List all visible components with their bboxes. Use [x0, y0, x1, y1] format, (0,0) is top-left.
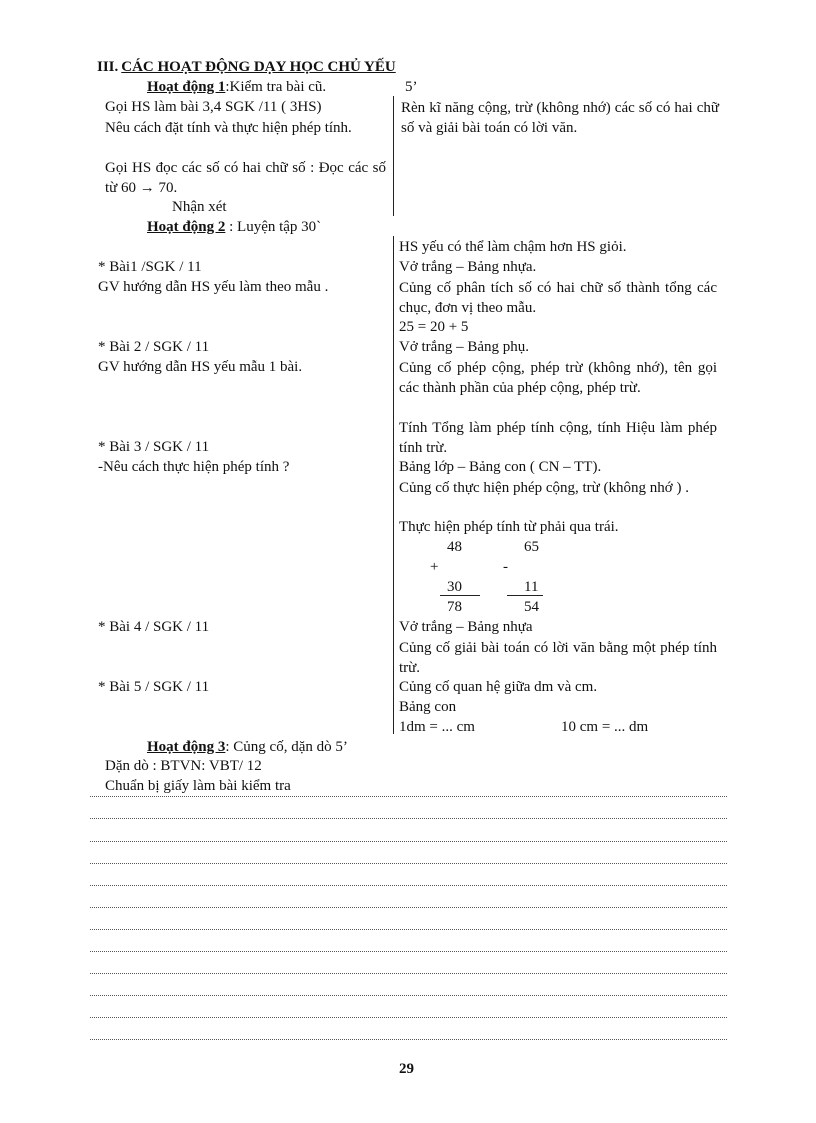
- activity1-left-2: Nêu cách đặt tính và thực hiện phép tính.: [105, 120, 352, 136]
- activity2-heading: [147, 218, 321, 236]
- bai4-right-2: Củng cố giải bài toán có lời văn bằng một phép tính trừ.: [399, 640, 717, 676]
- bai5-right-1: Củng cố quan hệ giữa dm và cm.: [399, 679, 598, 695]
- bai2-right-1: Vở trắng – Bảng phụ.: [399, 339, 529, 355]
- dotted-line: [90, 929, 727, 930]
- activity2-label: Hoạt động 2: [147, 219, 226, 235]
- sub-result: 54: [524, 599, 539, 615]
- bai4-right-1: Vở trắng – Bảng nhựa: [399, 619, 533, 635]
- section-number: III.: [97, 59, 119, 75]
- sub-bottom: 11: [524, 579, 539, 595]
- bai2-guide: GV hướng dẫn HS yếu mẫu 1 bài.: [98, 359, 303, 375]
- activity2-intro: HS yếu có thể làm chậm hơn HS giỏi.: [399, 239, 627, 255]
- bai2-title: * Bài 2 / SGK / 11: [98, 339, 210, 355]
- bai3-right-3: Thực hiện phép tính từ phải qua trái.: [399, 519, 619, 535]
- activity3-heading: [147, 738, 348, 756]
- dotted-line: [90, 863, 727, 864]
- activity1-label: Hoạt động 1: [147, 79, 226, 95]
- dotted-line: [90, 1017, 727, 1018]
- bai4-title: * Bài 4 / SGK / 11: [98, 619, 210, 635]
- sub-top: 65: [524, 539, 539, 555]
- bai1-title: * Bài1 /SGK / 11: [98, 259, 202, 275]
- sub-operator: -: [503, 559, 508, 575]
- section-heading: [97, 58, 396, 76]
- activity1-time: 5’: [405, 79, 418, 95]
- bai1-guide: GV hướng dẫn HS yếu làm theo mẫu .: [98, 279, 329, 295]
- dotted-line: [90, 818, 727, 819]
- bai5-right-3b: 10 cm = ... dm: [561, 719, 649, 735]
- bai3-guide: -Nêu cách thực hiện phép tính ?: [98, 459, 290, 475]
- activity3-line-2: Chuẩn bị giấy làm bài kiểm tra: [105, 778, 291, 794]
- activity1-left-1: Gọi HS làm bài 3,4 SGK /11 ( 3HS): [105, 99, 322, 115]
- activity1-heading: [147, 78, 326, 96]
- add-operator: +: [430, 559, 439, 575]
- dotted-line: [90, 841, 727, 842]
- bai3-title: * Bài 3 / SGK / 11: [98, 439, 210, 455]
- activity1-left-3: Gọi HS đọc các số có hai chữ số : Đọc các số từ 60 → 70.: [105, 160, 386, 196]
- bai3-right-1: Bảng lớp – Bảng con ( CN – TT).: [399, 459, 602, 475]
- bai2-right-2: Củng cố phép cộng, phép trừ (không nhớ), tên gọi các thành phần của phép cộng, phép trừ.: [399, 360, 717, 396]
- bai5-right-3a: 1dm = ... cm: [399, 719, 475, 735]
- activity1-right: Rèn kĩ năng cộng, trừ (không nhớ) các số có hai chữ số và giải bài toán có lời văn.: [401, 100, 719, 136]
- activity3-label: Hoạt động 3: [147, 739, 226, 755]
- add-rule: [440, 595, 480, 596]
- section-title: CÁC HOẠT ĐỘNG DẠY HỌC CHỦ YẾU: [121, 59, 396, 75]
- bai1-example: 25 = 20 + 5: [399, 319, 469, 335]
- bai1-right-1: Vở trắng – Bảng nhựa.: [399, 259, 537, 275]
- add-result: 78: [447, 599, 462, 615]
- activity3-line-1: Dặn dò : BTVN: VBT/ 12: [105, 758, 262, 774]
- bai5-right-2: Bảng con: [399, 699, 457, 715]
- add-top: 48: [447, 539, 462, 555]
- dotted-line: [90, 885, 727, 886]
- dotted-line: [90, 973, 727, 974]
- dotted-line: [90, 1039, 727, 1040]
- sub-rule: [507, 595, 543, 596]
- column-divider-1: [393, 96, 394, 216]
- dotted-line: [90, 995, 727, 996]
- add-bottom: 30: [447, 579, 462, 595]
- page-number: 29: [399, 1061, 414, 1077]
- activity2-text: : Luyện tập 30`: [225, 219, 322, 235]
- bai3-right-2: Củng cố thực hiện phép cộng, trừ (không nhớ ) .: [399, 480, 689, 496]
- activity1-text: :Kiểm tra bài cũ.: [225, 79, 327, 95]
- dotted-line: [90, 907, 727, 908]
- dotted-line: [90, 951, 727, 952]
- bai5-title: * Bài 5 / SGK / 11: [98, 679, 210, 695]
- column-divider-2: [393, 236, 394, 734]
- activity1-left-4: Nhận xét: [172, 199, 227, 215]
- bai1-right-2: Củng cố phân tích số có hai chữ số thành tổng các chục, đơn vị theo mẫu.: [399, 280, 717, 316]
- dotted-line: [90, 796, 727, 797]
- bai2-right-3: Tính Tổng làm phép tính cộng, tính Hiệu làm phép tính trừ.: [399, 420, 717, 456]
- activity3-text: : Củng cố, dặn dò 5’: [225, 739, 348, 755]
